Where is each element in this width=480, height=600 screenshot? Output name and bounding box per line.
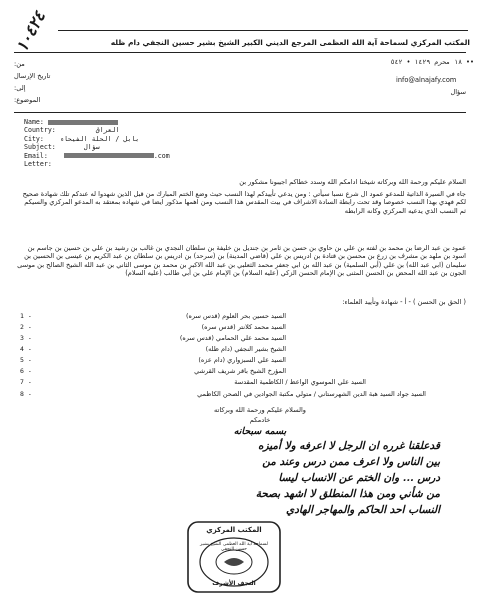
list-item: 1 - السيد حسين بحر العلوم (قدس سره) [20, 312, 286, 320]
list-item: 2 - السيد محمد كلانتر (قدس سره) [20, 323, 286, 331]
form-field-send-date: تاريخ الإرسال [14, 72, 51, 80]
redacted-email [64, 153, 154, 158]
question-label: سؤال [450, 88, 466, 96]
list-item: 4 - الشيخ بشير النجفي (دام ظله) [20, 345, 286, 353]
list-item: 7 - السيد علي الموسوي الواعظ / الكاظمية المقدسة [20, 378, 366, 386]
handwritten-answer [90, 440, 440, 516]
stamp-ring-text: لسماحة آية الله العظمى الشيخ بشير حسين النجفي [200, 542, 268, 553]
sender-email-row: Email: .com [24, 151, 170, 160]
letter-paragraph-3: ( الحق بن الحسن ) - أ - شهادة وتأييد العلماء: [342, 298, 466, 306]
letter-paragraph-2: عمود بن عبد الرضا بن محمد بن لفته بن علي بن حاوي بن حسن بن ثامر بن جنديل بن خليفة بن سلطان النجدي بن غالب بن رشيد بن علي بن حسين بن جاسم بن اسود بن ملهد بن مشرف بن زرع بن محسن بن قتادة بن ادريس بن علي (قاضي المدينة) بن (سرحد) بن ادريس بن سلطان بن عبد الكريم بن عيسى بن الحسين بن سليمان (ابي عبد الله) بن علي (أبي السلمية) بن عبد الله بن ابي جعفر محمد الثعلبي بن عبد الله الاكبر بن محمد بن موسى الثاني بن عبد الله الشيخ الصالح بن موسى الجون بن عبد الله المحض بن الحسن المثنى بن الإمام الحسن الزكي (عليه السلام) بن الإمام علي بن أبي طالب (عليه السلام) [17, 244, 466, 278]
handwritten-line: درس ... وان الختم عن الانساب ليسا [278, 472, 440, 484]
sender-city-row: City: بابل / الحلة الفيحاء [24, 134, 140, 143]
handwritten-line: من شأني ومن هذا المنطلق لا اشهد بصحة [255, 488, 440, 500]
form-field-to: إلى: [14, 84, 26, 92]
header-rule [14, 52, 466, 53]
letter-paragraph-1: جاء في السيرة الذاتية للمدعو عمود ال شرع نسبا سيأتي : ومن يدعي تأييدكم لهذا النسب حيث وضع الختم المبارك من قبل الذين شهدوا له عندكم تلك شهادة صحيح لكم فهدي بهذا النسب خصوصا وقد تحت رابطة السادة الاشراف في بيت المقدس هذا النسب ومن اهمها مذكور ايضا في شهاده بمعتقد به المدعو المركزي والسيكم ثم النسب الذي يدعيه المركزي وكانه الرابطه [22, 190, 466, 215]
office-header-title: المكتب المركزي لسماحة آية الله العظمى المرجع الديني الكبير الشيخ بشير حسين النجفي دام ظله [110, 38, 470, 47]
fax-date: ١٨ محرم ١٤٢٩ • ٥٤٢ •• [390, 58, 474, 66]
list-item: 8 - السيد جواد السيد هبة الدين الشهرستاني / متولي مكتبة الجوادين في الصحن الكاظمي [20, 390, 426, 398]
office-stamp [186, 520, 282, 594]
letter-closing: والسلام عليكم ورحمة الله وبركاته [214, 406, 306, 414]
sender-block [24, 118, 324, 169]
letter-greeting: السلام عليكم ورحمة الله وبركاته شيخنا ادامكم الله وسدد خطاكم اجيبونا مشكور بن [239, 178, 466, 186]
handwritten-line: قدعلقنا غرره ان الرجل لا اعرفه ولا أميزه [257, 440, 440, 452]
handwritten-number-text: ١٠٤٢٤ [12, 8, 49, 55]
form-field-subject: الموضوع: [14, 96, 41, 104]
stamp-bottom-text: النجف الأشرف [212, 580, 256, 587]
list-item: 6 - المؤرخ الشيخ باقر شريف القرشي [20, 367, 286, 375]
sender-subject-row: Subject: سؤال [24, 143, 100, 152]
handwritten-line: بين الناس ولا اعرف ممن درس وعند من [262, 456, 440, 468]
form-rule [14, 112, 466, 113]
top-border [58, 30, 468, 31]
list-item: 5 - السيد علي السبزواري (دام عزه) [20, 356, 286, 364]
redacted-name [48, 120, 118, 125]
sender-country-row: Country: العراق [24, 126, 120, 135]
sender-name-row: Name: [24, 118, 324, 126]
handwritten-basmala: بسمه سبحانه [233, 426, 287, 437]
sender-letter-row: Letter: [24, 160, 52, 169]
letter-signoff: خادمكم [249, 416, 271, 424]
office-email: info@alnajafy.com [396, 76, 457, 84]
stamp-top-text: المكتب المركزي [206, 526, 262, 534]
form-field-from: من: [14, 60, 25, 68]
list-item: 3 - السيد محمد علي الحمامي (قدس سره) [20, 334, 286, 342]
handwritten-line: النساب احد الحاكم والمهاجر الهادي [286, 504, 440, 516]
